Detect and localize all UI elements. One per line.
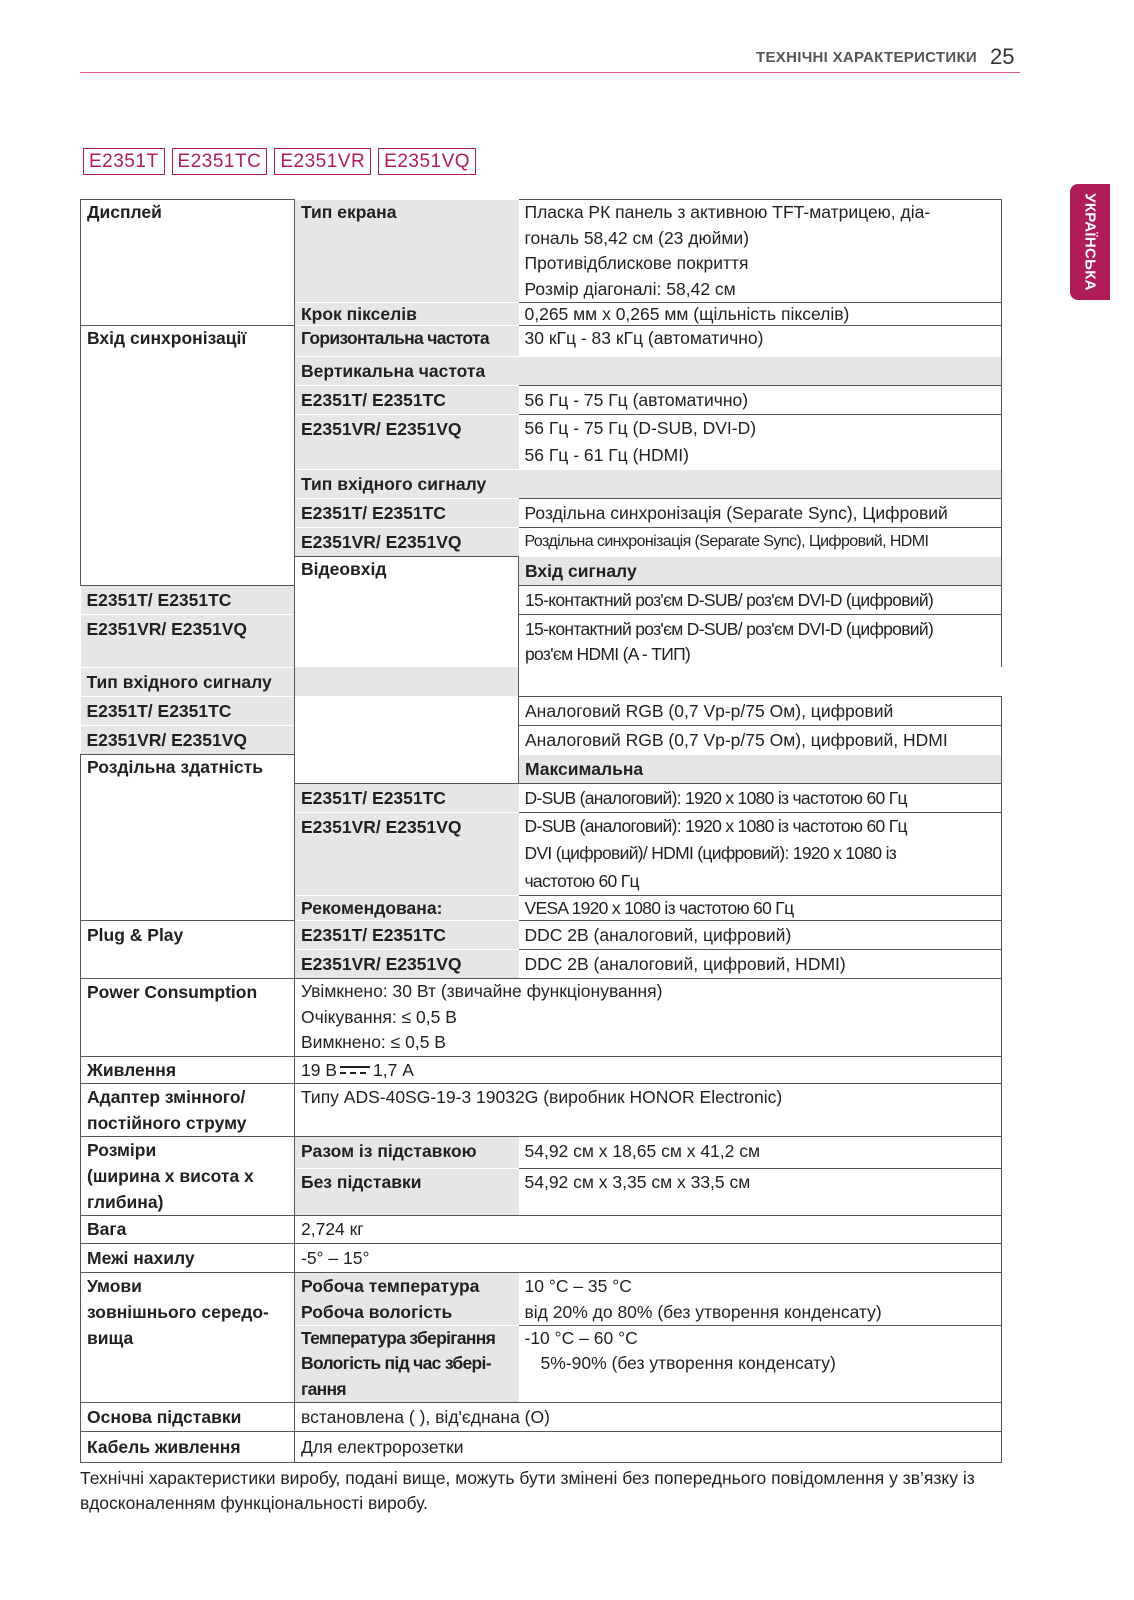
table-row — [81, 1136, 1002, 1168]
param-value: 15-контактний роз'єм D-SUB/ роз'єм DVI-D (цифровий) — [519, 586, 1002, 615]
param-value: DDC 2B (аналоговий, цифровий, HDMI) — [519, 950, 1002, 979]
value-line: Вимкнено: ≤ 0,5 В — [301, 1032, 446, 1052]
row-label-dimensions — [81, 1136, 295, 1215]
model-label: E2351T/ E2351TC — [295, 386, 519, 415]
param-value: Аналоговий RGB (0,7 Vp-p/75 Ом), цифровий, HDMI — [519, 725, 1002, 754]
param-value: 0,265 мм x 0,265 мм (щільність пікселів) — [519, 303, 1002, 326]
table-row — [81, 615, 1002, 668]
table-row — [81, 1243, 1002, 1272]
value-line: роз'єм HDMI (A - ТИП) — [525, 644, 691, 664]
language-side-tab-label: УКРАЇНСЬКА — [1081, 193, 1099, 291]
model-label: E2351T/ E2351TC — [295, 499, 519, 528]
param-label — [295, 1272, 519, 1325]
row-label-tilt: Межі нахилу — [81, 1243, 295, 1272]
param-value: 30 кГц - 83 кГц (автоматично) — [519, 326, 1002, 357]
param-group-label: Максимальна — [519, 754, 1002, 783]
value-line: 5%-90% (без утворення конденсату) — [540, 1353, 836, 1373]
param-value — [519, 615, 1002, 668]
model-label: E2351T/ E2351TC — [81, 696, 295, 725]
row-label-video: Відеовхід — [295, 557, 519, 784]
label-line: гання — [301, 1378, 346, 1399]
row-label-adapter — [81, 1083, 295, 1136]
param-group-label: Тип вхідного сигналу — [81, 667, 519, 696]
label-line: Робоча вологість — [301, 1301, 453, 1322]
row-label-sync: Вхід синхронізації — [81, 326, 295, 586]
table-row — [81, 921, 1002, 950]
label-line: глибина) — [87, 1191, 164, 1212]
model-label: E2351T/ E2351TC — [295, 783, 519, 812]
param-value: 54,92 см x 18,65 см x 41,2 см — [519, 1136, 1002, 1168]
table-row — [81, 586, 1002, 615]
param-group-label: Вертикальна частота — [295, 357, 1002, 386]
model-list — [83, 148, 483, 175]
row-label-power: Power Consumption — [81, 979, 295, 1057]
footnote: Технічні характеристики виробу, подані вище, можуть бути змінені без попереднього повідомлення у зв’язку із вдосконаленням функціональності виробу. — [80, 1468, 975, 1513]
language-side-tab — [1070, 184, 1110, 300]
page-header-title: ТЕХНІЧНІ ХАРАКТЕРИСТИКИ — [756, 49, 977, 66]
label-line: Умови — [87, 1275, 142, 1296]
param-group-label: Вхід сигналу — [519, 557, 1002, 586]
param-value: Типу ADS-40SG-19-3 19032G (виробник HONOR Electronic) — [295, 1083, 1002, 1136]
label-line: (ширина x висота x — [87, 1165, 254, 1186]
value-line: -10 °C – 60 °C — [524, 1327, 638, 1348]
param-value: 56 Гц - 75 Гц (автоматично) — [519, 386, 1002, 415]
model-badge: E2351TC — [172, 148, 268, 175]
param-value — [519, 812, 1002, 896]
param-value: 54,92 см x 3,35 см x 33,5 см — [519, 1168, 1002, 1215]
current-value: 1,7 А — [373, 1059, 414, 1080]
table-row — [81, 979, 1002, 1057]
table-row — [81, 754, 1002, 783]
param-value: DDC 2B (аналоговий, цифровий) — [519, 921, 1002, 950]
row-label-stand: Основа підставки — [81, 1403, 295, 1432]
param-value: Аналоговий RGB (0,7 Vp-p/75 Ом), цифровий — [519, 696, 1002, 725]
model-label: E2351VR/ E2351VQ — [295, 415, 519, 470]
model-label: E2351VR/ E2351VQ — [81, 615, 295, 668]
value-line: Розмір діагоналі: 58,42 см — [524, 278, 736, 299]
param-value: Роздільна синхронізація (Separate Sync), Цифровий, HDMI — [519, 528, 1002, 557]
table-row — [81, 725, 1002, 754]
param-value: D-SUB (аналоговий): 1920 x 1080 із частотою 60 Гц — [519, 783, 1002, 812]
param-value — [295, 979, 1002, 1057]
table-row — [81, 1272, 1002, 1325]
param-value: Роздільна синхронізація (Separate Sync), Цифровий — [519, 499, 1002, 528]
label-line: Адаптер змінного/ — [87, 1086, 246, 1107]
param-label: Тип екрана — [295, 200, 519, 303]
value-line: гональ 58,42 см (23 дюйми) — [524, 227, 750, 248]
table-row — [81, 667, 1002, 696]
param-label: Рекомендована: — [295, 896, 519, 921]
label-line: Вологість під час збері- — [301, 1353, 491, 1373]
value-line: від 20% до 80% (без утворення конденсату) — [524, 1301, 882, 1322]
value-line: D-SUB (аналоговий): 1920 x 1080 із частотою 60 Гц — [524, 815, 907, 836]
value-line: 56 Гц - 75 Гц (D-SUB, DVI-D) — [524, 418, 757, 438]
param-value: встановлена ( ), від'єднана (O) — [295, 1403, 1002, 1432]
value-line: Противідблискове покриття — [524, 253, 749, 273]
label-line: Робоча температура — [301, 1275, 480, 1296]
param-value: 2,724 кг — [295, 1215, 1002, 1243]
row-label-cable: Кабель живлення — [81, 1432, 295, 1463]
table-row — [81, 1056, 1002, 1083]
row-label-resolution: Роздільна здатність — [81, 754, 295, 921]
spec-table — [80, 199, 1002, 1463]
page-number: 25 — [990, 44, 1015, 69]
row-label-environment — [81, 1272, 295, 1403]
model-label: E2351VR/ E2351VQ — [295, 528, 519, 557]
label-line: Розміри — [87, 1139, 157, 1160]
param-label: Без підставки — [295, 1168, 519, 1215]
voltage-value: 19 В — [301, 1059, 337, 1080]
value-line: частотою 60 Гц — [524, 870, 639, 891]
value-line: 10 °C – 35 °C — [524, 1275, 632, 1296]
label-line: постійного струму — [87, 1112, 247, 1133]
value-line: Очікування: ≤ 0,5 В — [301, 1006, 457, 1027]
model-label: E2351T/ E2351TC — [81, 586, 295, 615]
model-label: E2351VR/ E2351VQ — [295, 812, 519, 896]
model-badge: E2351T — [83, 148, 165, 175]
value-line: Пласка РК панель з активною TFT-матрицею, діа- — [524, 202, 931, 222]
param-value: VESA 1920 x 1080 із частотою 60 Гц — [519, 896, 1002, 921]
model-label: E2351VR/ E2351VQ — [295, 950, 519, 979]
param-value — [295, 1056, 1002, 1083]
table-row — [81, 1083, 1002, 1136]
param-label: Крок пікселів — [295, 303, 519, 326]
value-line: Увімкнено: 30 Вт (звичайне функціонування) — [301, 981, 663, 1001]
model-label: E2351T/ E2351TC — [295, 921, 519, 950]
param-value — [519, 1272, 1002, 1325]
model-label: E2351VR/ E2351VQ — [81, 725, 295, 754]
table-row — [81, 200, 1002, 303]
value-line: 15-контактний роз'єм D-SUB/ роз'єм DVI-D (цифровий) — [525, 619, 934, 639]
row-label-plug-play: Plug & Play — [81, 921, 295, 979]
param-label: Разом із підставкою — [295, 1136, 519, 1168]
param-label: Горизонтальна частота — [295, 326, 519, 357]
param-value: Для електророзетки — [295, 1432, 1002, 1463]
param-value: -5° – 15° — [295, 1243, 1002, 1272]
row-label-display: Дисплей — [81, 200, 295, 326]
table-row — [81, 326, 1002, 357]
param-label — [295, 1325, 519, 1403]
table-row — [81, 696, 1002, 725]
label-line: Температура зберігання — [301, 1327, 496, 1348]
param-value — [519, 1325, 1002, 1403]
table-row — [81, 1432, 1002, 1463]
param-group-label: Тип вхідного сигналу — [295, 470, 1002, 499]
label-line: зовнішнього середо- — [87, 1301, 269, 1322]
dc-symbol-icon — [340, 1066, 370, 1075]
table-row — [81, 1403, 1002, 1432]
param-value — [519, 200, 1002, 303]
param-value — [519, 415, 1002, 470]
row-label-supply: Живлення — [81, 1056, 295, 1083]
row-label-weight: Вага — [81, 1215, 295, 1243]
header-divider — [80, 72, 1020, 73]
value-line: DVI (цифровий)/ HDMI (цифровий): 1920 x 1080 із — [524, 843, 897, 863]
value-line: 56 Гц - 61 Гц (HDMI) — [524, 445, 689, 465]
model-badge: E2351VR — [274, 148, 371, 175]
table-row — [81, 1215, 1002, 1243]
model-badge: E2351VQ — [378, 148, 476, 175]
label-line: вища — [87, 1327, 134, 1348]
